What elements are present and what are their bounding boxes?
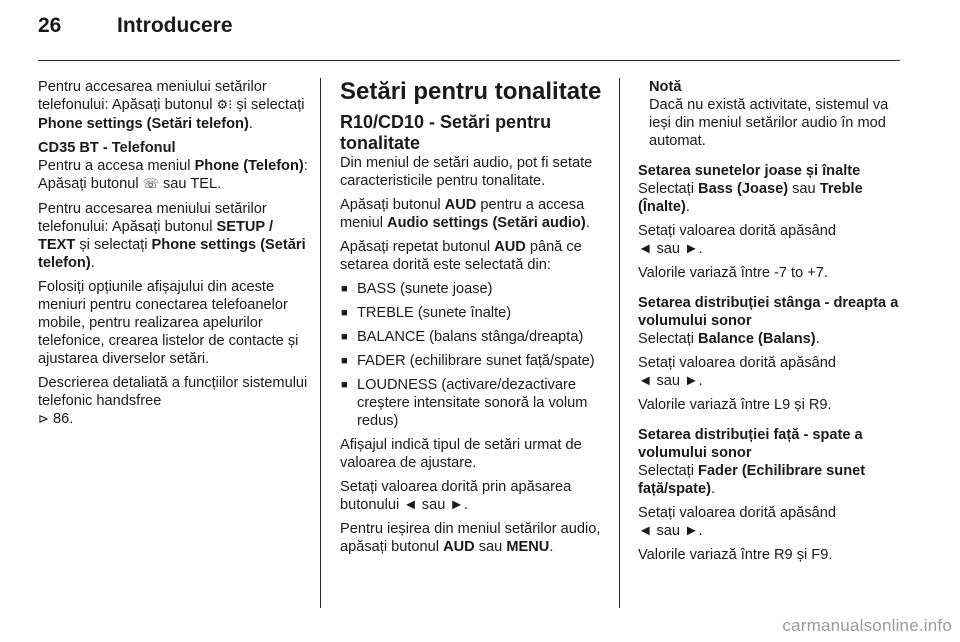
text: . [815,331,820,347]
text: sau [788,181,820,197]
text: și selectați [75,237,152,253]
exit-paragraph [340,520,608,556]
text: Selectați [638,181,699,197]
column-1 [38,78,308,435]
button-label: SETUP / TEXT [38,219,274,253]
fader-heading: Setarea distribuției față - spate a volumului sonor [638,427,863,461]
arrow-keys-text: ◄ sau ►. [638,523,703,539]
text: Setați valoarea dorită apăsând [638,505,836,521]
text: Selectați [638,463,699,479]
balance-range: Valorile variază între L9 și R9. [638,397,832,413]
text: Pentru accesarea meniului setărilor telefonului: Apăsați butonul [38,79,267,113]
page-reference-icon: ⊳ [38,412,49,427]
subsection-heading: R10/CD10 - Setări pentru tonalitate [340,112,552,153]
menu-label: Phone settings (Setări telefon) [38,116,249,132]
note-box [638,78,902,150]
display-paragraph: Afișajul indică tipul de setări urmat de valoarea de ajustare. [340,437,582,471]
bass-treble-select [638,180,902,216]
settings-list [340,280,608,430]
fader-adjust [638,504,902,540]
menu-label: Bass (Joase) [698,181,789,197]
column-divider [320,78,321,608]
text: : Apăsați butonul [38,158,308,192]
column-3 [638,78,902,570]
text: . [549,539,554,555]
bass-treble-range: Valorile variază între -7 to +7. [638,265,828,281]
cd35-heading: CD35 BT - Telefonul [38,140,176,156]
fader-range: Valorile variază între R9 și F9. [638,547,833,563]
note-text: Dacă nu există activitate, sistemul va ieși din meniul setărilor audio în mod automat. [649,97,889,149]
arrow-keys-text: ◄ sau ►. [638,373,703,389]
text: . [248,116,253,132]
menu-label: Phone (Telefon) [194,158,304,174]
list-item: ■ BASS (sunete joase) [340,280,608,298]
menu-label: Audio settings (Setări audio) [387,215,586,231]
menu-label: Fader (Echilibrare sunet față/spate) [638,463,866,497]
arrow-keys-text: ◄ sau ►. [403,497,468,513]
text: pentru a accesa meniul [340,197,585,231]
column-2 [340,78,608,562]
text: Pentru accesarea meniului setărilor telefonului: Apăsați butonul [38,201,267,235]
balance-heading: Setarea distribuției stânga - dreapta a volumului sonor [638,295,899,329]
setup-text-paragraph [38,200,308,272]
text: sau TEL. [158,176,222,192]
phone-settings-paragraph [38,78,308,133]
text: Apăsați repetat butonul [340,239,495,255]
text: Descrierea detaliată a funcțiilor sistemului telefonic handsfree [38,375,308,409]
button-label: AUD [494,239,526,255]
text: Setați valoarea dorită apăsând [638,355,836,371]
balance-adjust [638,354,902,390]
button-label: AUD [443,539,475,555]
aud-paragraph [340,196,608,232]
button-label: MENU [506,539,550,555]
text: Setați valoarea dorită prin apăsarea butonului [340,479,572,513]
phone-icon: ☏ [142,177,159,192]
repeat-paragraph [340,238,608,274]
section-heading: Setări pentru tonalitate [340,78,602,105]
intro-paragraph: Din meniul de setări audio, pot fi setate caracteristicile pentru tonalitate. [340,155,593,189]
balance-select [638,330,902,348]
list-item: ■ FADER (echilibrare sunet față/spate) [340,352,608,370]
text: până ce setarea dorită este selectată din: [340,239,582,273]
text: . [90,255,95,271]
page-reference[interactable]: 86. [48,411,74,427]
list-item: ■ BALANCE (balans stânga/dreapta) [340,328,608,346]
text: . [685,199,690,215]
cd35-paragraph [38,157,308,194]
menu-label: Phone settings (Setări telefon) [38,237,306,271]
fader-select [638,462,902,498]
text: . [585,215,590,231]
text: Pentru a accesa meniul [38,158,195,174]
text: Setați valoarea dorită apăsând [638,223,836,239]
bass-treble-adjust [638,222,902,258]
text: Selectați [638,331,699,347]
adjust-paragraph [340,478,608,514]
page-number: 26 [38,14,62,37]
menu-label: Balance (Balans) [698,331,816,347]
menu-label: Treble (Înalte) [638,181,863,215]
note-title: Notă [649,79,682,95]
options-paragraph: Folosiți opțiunile afișajului din aceste meniuri pentru conectarea telefoanelor mobile, pentru realizarea apelurilor telefonice, crearea listelor de contacte și ajustarea diverselor setări. [38,279,299,367]
list-item: ■ LOUDNESS (activare/dezactivare creștere intensitate sonoră la volum redus) [340,376,608,430]
arrow-keys-text: ◄ sau ►. [638,241,703,257]
header-divider [38,60,900,61]
text: sau [474,539,507,555]
phone-menu-icon: ⚙⁝ [216,98,233,113]
page-title: Introducere [117,14,233,37]
watermark: carmanualsonline.info [782,616,952,635]
text: și selectați [232,97,305,113]
bass-treble-heading: Setarea sunetelor joase și înalte [638,163,861,179]
text: Apăsați butonul [340,197,445,213]
text: Pentru ieșirea din meniul setărilor audio, apăsați butonul [340,521,601,555]
description-paragraph [38,374,308,429]
text: . [711,481,716,497]
column-divider [619,78,620,608]
list-item: ■ TREBLE (sunete înalte) [340,304,608,322]
button-label: AUD [444,197,477,213]
